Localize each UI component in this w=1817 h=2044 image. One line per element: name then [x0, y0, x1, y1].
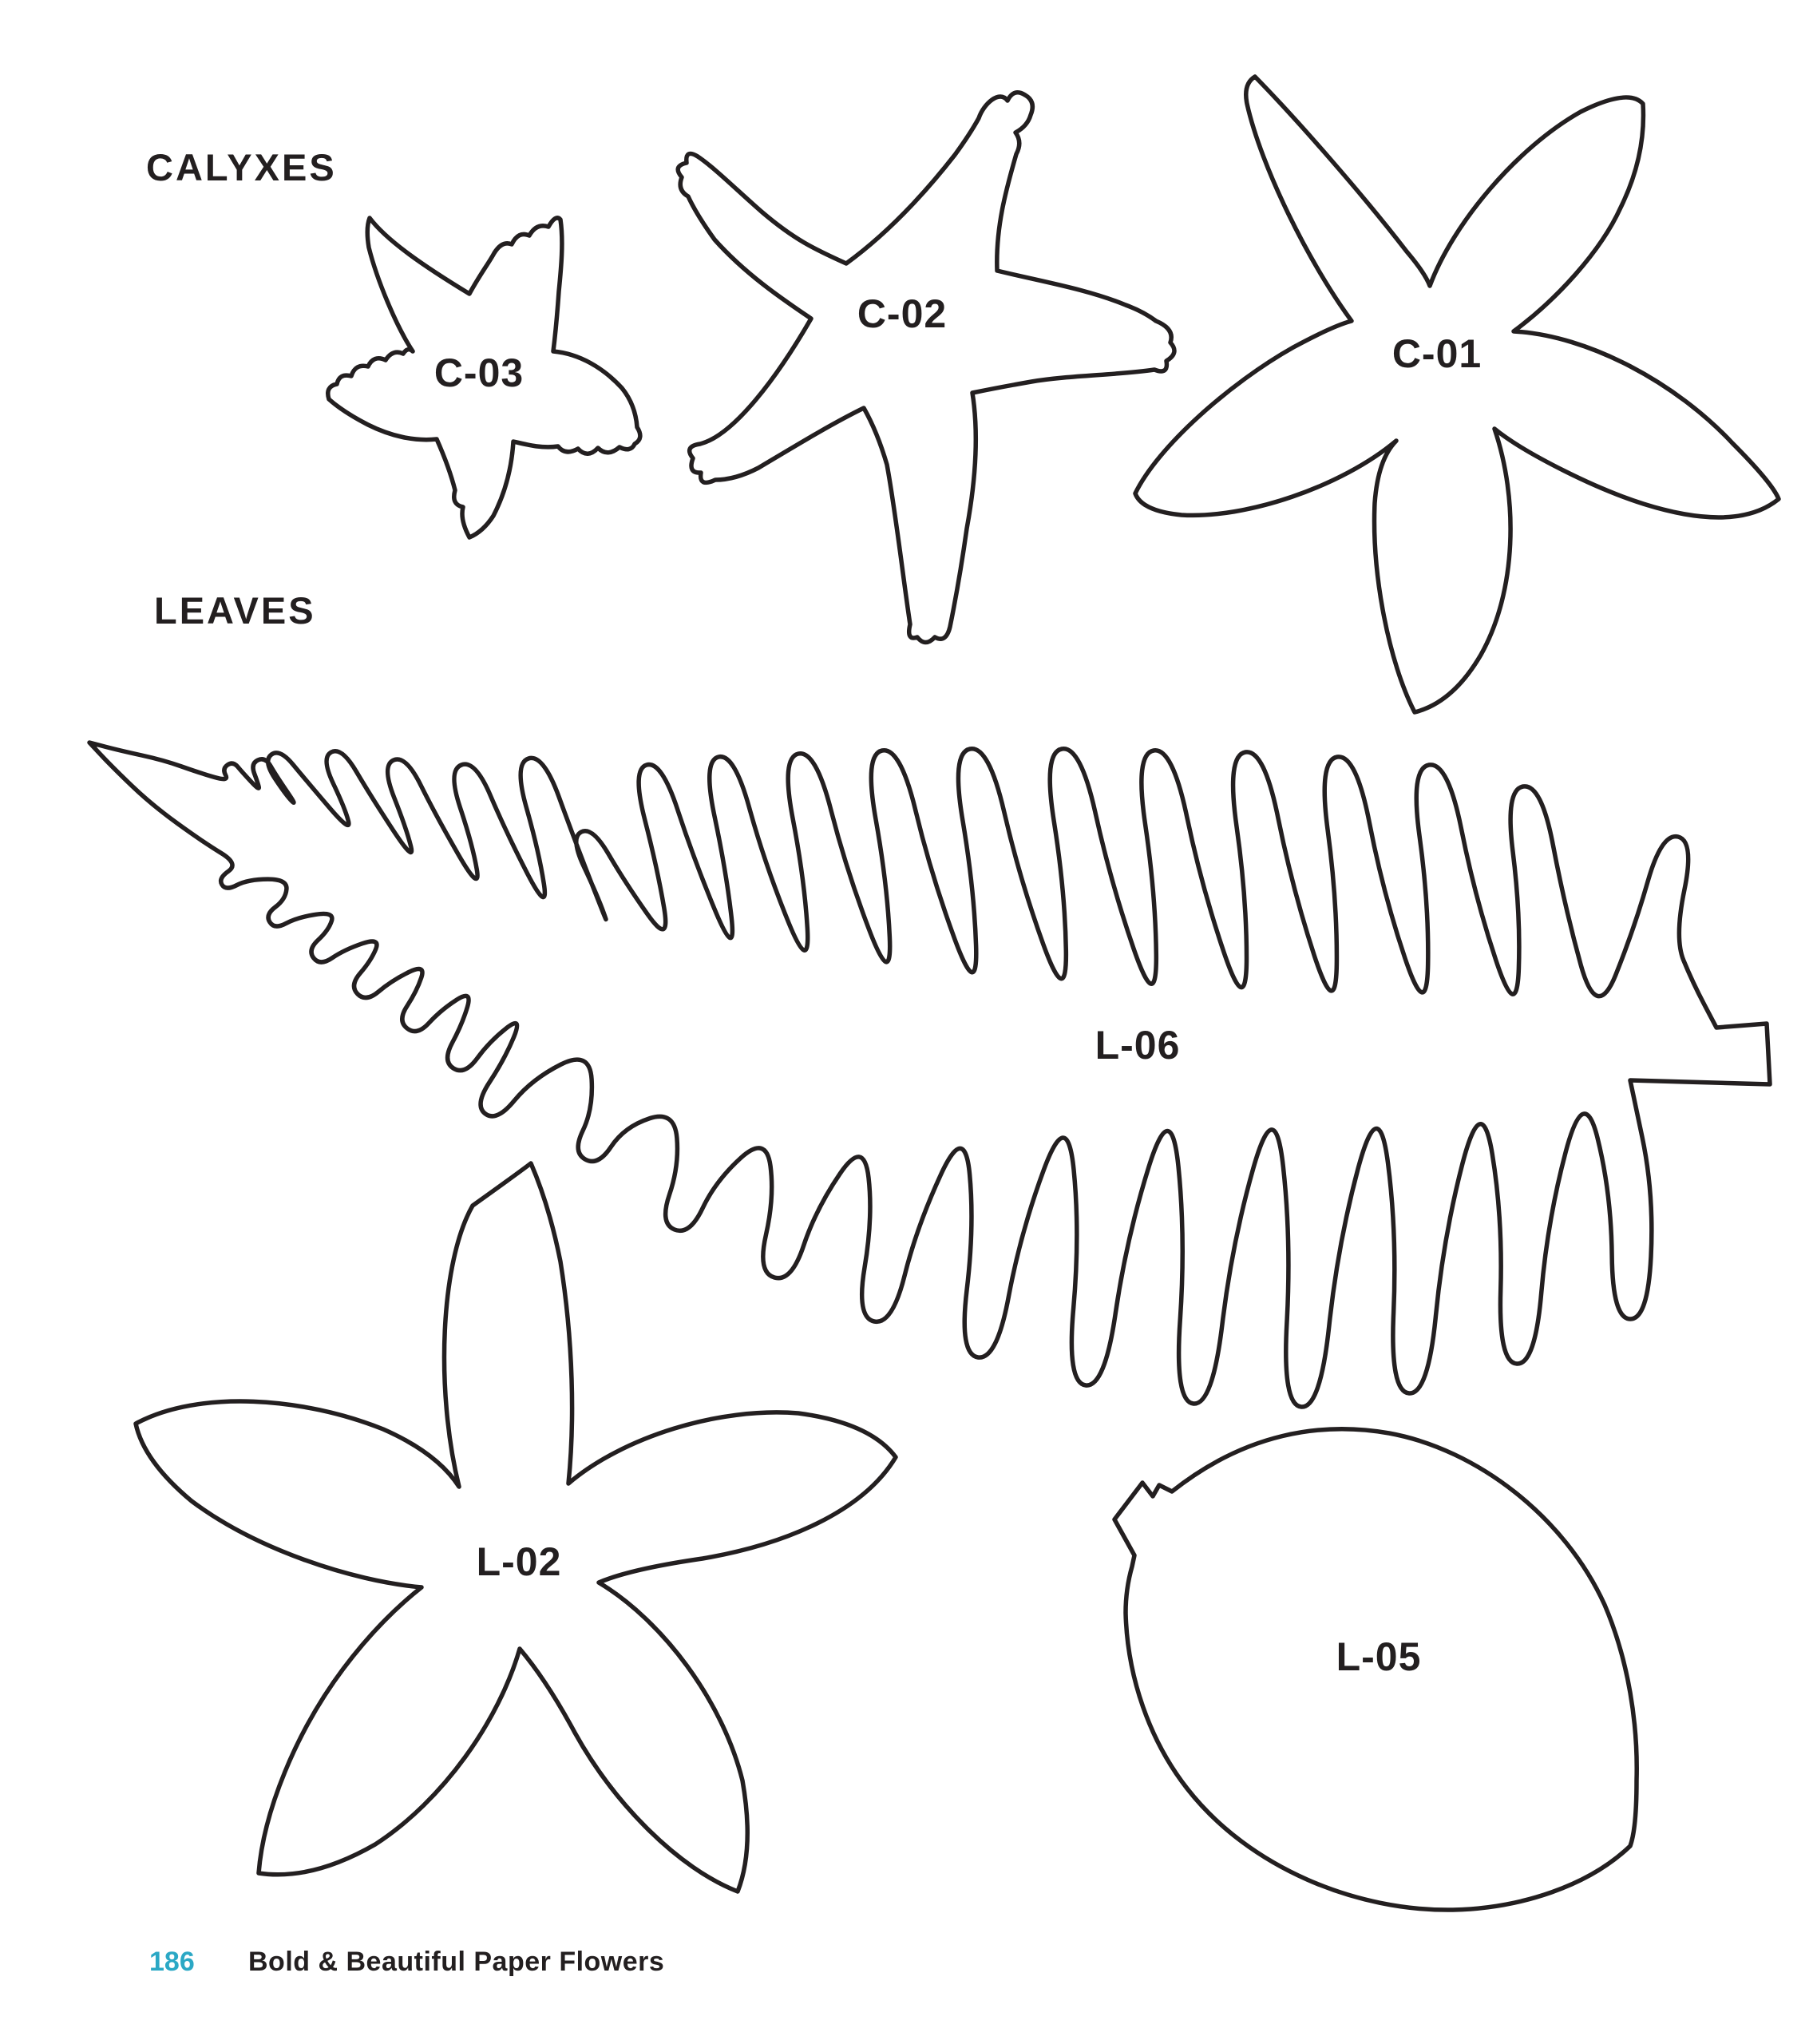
footer [0, 1948, 1817, 1996]
footer-page-number: 186 [149, 1947, 195, 1977]
section-leaves-heading: LEAVES [154, 589, 316, 632]
template-l05-label: L-05 [1336, 1634, 1422, 1679]
template-l06-label: L-06 [1095, 1023, 1181, 1068]
template-l06-shape [89, 743, 1770, 1407]
section-calyxes-heading: CALYXES [146, 146, 337, 188]
template-c02-label: C-02 [857, 291, 948, 336]
template-l02-label: L-02 [476, 1539, 562, 1584]
footer-book-title: Bold & Beautiful Paper Flowers [248, 1947, 665, 1977]
template-c01-shape [1135, 77, 1779, 712]
template-c02-shape [678, 93, 1174, 643]
template-c01-label: C-01 [1391, 331, 1482, 376]
template-c03-label: C-03 [433, 351, 525, 395]
